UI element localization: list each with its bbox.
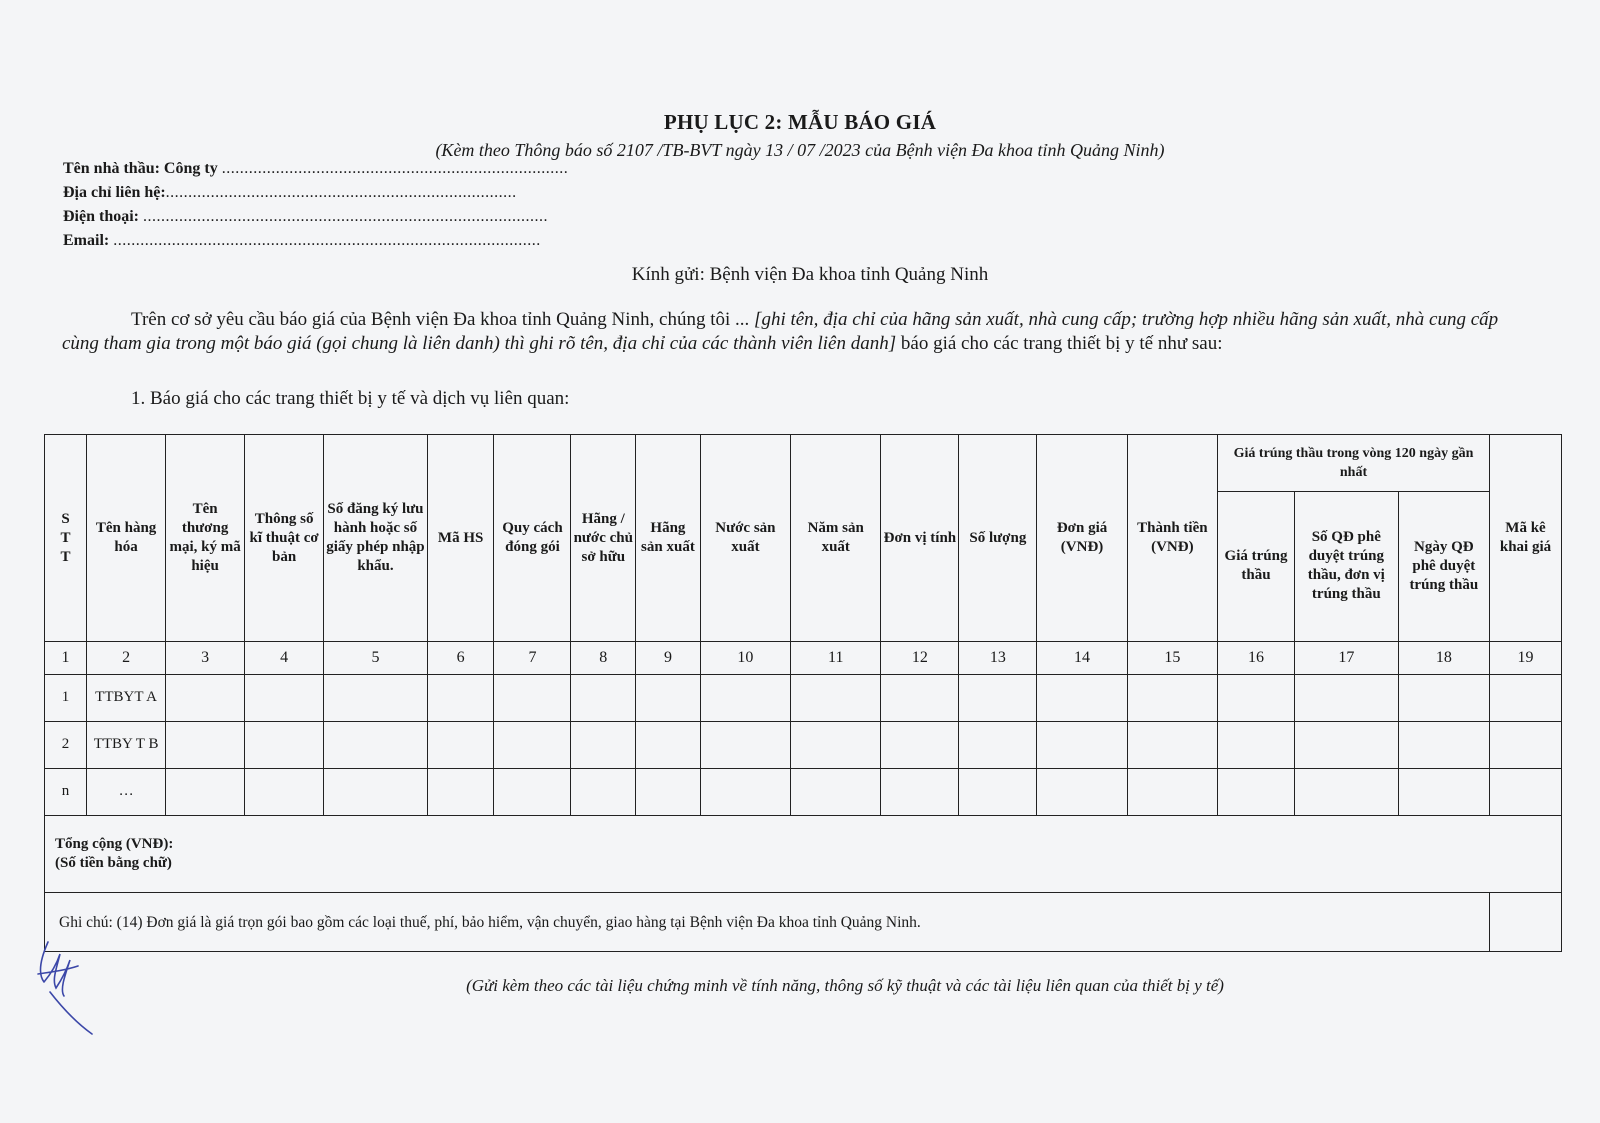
total-cell [45, 815, 1562, 892]
table-row [45, 768, 1562, 815]
header-ten-thuong-mai: Tên thương mại, ký mã hiệu [166, 435, 245, 642]
table-row [45, 721, 1562, 768]
header-so-qd: Số QĐ phê duyệt trúng thầu, đơn vị trúng thầu [1294, 491, 1398, 642]
column-number: 3 [166, 642, 245, 674]
intro-text-start: Trên cơ sở yêu cầu báo giá của Bệnh viện Đa khoa tỉnh Quảng Ninh, chúng tôi ... [131, 309, 755, 330]
header-nam-san-xuat: Năm sản xuất [791, 435, 881, 642]
footer-note: (Gửi kèm theo các tài liệu chứng minh về tính năng, thông số kỹ thuật và các tài liệu liên quan của thiết bị y tế) [466, 976, 1224, 995]
row-name: … [87, 768, 166, 815]
intro-paragraph [62, 308, 1522, 356]
header-ngay-qd: Ngày QĐ phê duyệt trúng thầu [1398, 491, 1489, 642]
document-subtitle: (Kèm theo Thông báo số 2107 /TB-BVT ngày 13 / 07 /2023 của Bệnh viện Đa khoa tỉnh Quảng Ninh) [435, 140, 1165, 160]
column-number: 18 [1398, 642, 1489, 674]
header-nuoc-san-xuat: Nước sản xuất [700, 435, 790, 642]
contractor-email-line [63, 232, 541, 250]
handwritten-initials-icon [30, 930, 100, 1040]
intro-text-end: báo giá cho các trang thiết bị y tế như sau: [896, 333, 1223, 354]
column-number: 5 [324, 642, 428, 674]
header-quy-cach: Quy cách đóng gói [494, 435, 571, 642]
row-stt: 2 [45, 721, 87, 768]
column-number: 16 [1218, 642, 1295, 674]
column-number-row [45, 642, 1562, 674]
row-stt: 1 [45, 674, 87, 721]
column-number: 8 [571, 642, 636, 674]
column-number: 1 [45, 642, 87, 674]
header-thanh-tien: Thành tiền (VNĐ) [1127, 435, 1217, 642]
column-number: 4 [245, 642, 324, 674]
column-number: 15 [1127, 642, 1217, 674]
row-stt: n [45, 768, 87, 815]
quote-table [44, 434, 1562, 952]
column-number: 2 [87, 642, 166, 674]
note-row [45, 893, 1562, 952]
intro-text-italic: [ghi tên, địa chỉ của hãng sản xuất, nhà cung cấp; trường hợp nhiều hãng sản xuất, nhà cung cấp cùng tham gia trong một báo giá (gọi chung là liên danh) thì ghi rõ tên, địa chỉ của các thành viên liên danh] [62, 309, 1499, 354]
header-ma-hs: Mã HS [427, 435, 494, 642]
header-stt: S T T [45, 435, 87, 642]
header-so-dang-ky: Số đăng ký lưu hành hoặc số giấy phép nhập khẩu. [324, 435, 428, 642]
column-number: 19 [1490, 642, 1562, 674]
header-don-vi-tinh: Đơn vị tính [881, 435, 959, 642]
greeting: Kính gửi: Bệnh viện Đa khoa tỉnh Quảng Ninh [631, 264, 989, 285]
contractor-email-dots: ............................................................................................... [113, 232, 541, 249]
column-number: 10 [700, 642, 790, 674]
header-gia-trung-thau: Giá trúng thầu [1218, 491, 1295, 642]
header-so-luong: Số lượng [959, 435, 1037, 642]
contractor-name-dots: ............................................................................. [221, 160, 569, 177]
column-number: 12 [881, 642, 959, 674]
contractor-address-dots: .............................................................................. [165, 184, 517, 201]
header-don-gia: Đơn giá (VNĐ) [1037, 435, 1127, 642]
column-number: 11 [791, 642, 881, 674]
contractor-address-label: Địa chỉ liên hệ: [63, 184, 166, 201]
column-number: 6 [427, 642, 494, 674]
section-item-1: 1. Báo giá cho các trang thiết bị y tế và dịch vụ liên quan: [131, 388, 570, 409]
row-name: TTBY T B [87, 721, 166, 768]
column-number: 13 [959, 642, 1037, 674]
note-cell: Ghi chú: (14) Đơn giá là giá trọn gói bao gồm các loại thuế, phí, bảo hiểm, vận chuyển, giao hàng tại Bệnh viện Đa khoa tỉnh Quảng Ninh. [45, 893, 1490, 952]
note-empty-cell [1490, 893, 1562, 952]
contractor-phone-dots: .......................................................................................... [143, 208, 548, 225]
contractor-phone-line [63, 208, 548, 226]
contractor-phone-label: Điện thoại: [63, 208, 139, 225]
header-ten-hang-hoa: Tên hàng hóa [87, 435, 166, 642]
column-number: 17 [1294, 642, 1398, 674]
row-name: TTBYT A [87, 674, 166, 721]
total-row [45, 815, 1562, 892]
contractor-name-line [63, 160, 568, 178]
column-number: 9 [636, 642, 701, 674]
contractor-address-line [63, 184, 517, 202]
column-number: 14 [1037, 642, 1127, 674]
header-ma-ke-khai: Mã kê khai giá [1490, 435, 1562, 642]
header-gia-trung-thau-group: Giá trúng thầu trong vòng 120 ngày gần nhất [1218, 435, 1490, 492]
header-hang-san-xuat: Hãng sản xuất [636, 435, 701, 642]
header-hang-nuoc-chu-so-huu: Hãng / nước chủ sở hữu [571, 435, 636, 642]
header-thong-so: Thông số kĩ thuật cơ bản [245, 435, 324, 642]
contractor-email-label: Email: [63, 232, 110, 249]
column-number: 7 [494, 642, 571, 674]
total-words-label: (Số tiền bằng chữ) [55, 855, 172, 872]
table-row [45, 674, 1562, 721]
total-label: Tổng cộng (VNĐ): [55, 836, 174, 853]
document-title: PHỤ LỤC 2: MẪU BÁO GIÁ [663, 110, 937, 134]
contractor-name-label: Tên nhà thầu: Công ty [63, 160, 218, 177]
